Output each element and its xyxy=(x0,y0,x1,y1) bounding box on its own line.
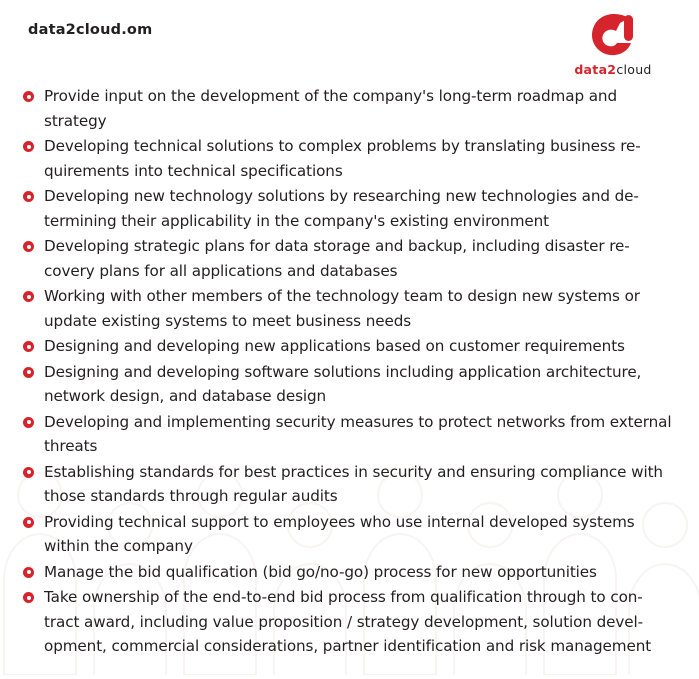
bullet-icon xyxy=(23,91,34,102)
bullet-icon xyxy=(23,467,34,478)
list-item-text: Working with other members of the technology team to design new systems or update existing systems to meet business needs xyxy=(44,287,640,330)
brand-logo xyxy=(553,10,673,77)
list-item-text: Designing and developing software solutions including application architecture, network design, and database design xyxy=(44,362,642,405)
list-item-text: Provide input on the development of the company's long-term roadmap and strategy xyxy=(44,87,617,130)
list-item-text: Developing and implementing security measures to protect networks from external threats xyxy=(44,412,672,455)
list-item xyxy=(22,585,677,659)
bullet-icon xyxy=(23,517,34,528)
bullet-icon xyxy=(23,141,34,152)
data2cloud-c-logo-icon xyxy=(553,10,673,60)
list-item-text: Developing technical solutions to complex problems by translating business re-quirements into technical specifications xyxy=(44,137,641,180)
list-item xyxy=(22,460,677,509)
list-item xyxy=(22,360,677,409)
list-item xyxy=(22,84,677,133)
bullet-icon xyxy=(23,241,34,252)
bullet-icon xyxy=(23,567,34,578)
list-item-text: Establishing standards for best practices in security and ensuring compliance with those standards through regular audits xyxy=(44,462,663,505)
bullet-icon xyxy=(23,291,34,302)
list-item xyxy=(22,560,677,585)
list-item xyxy=(22,234,677,283)
list-item xyxy=(22,410,677,459)
list-item-text: Take ownership of the end-to-end bid process from qualification through to con-tract award, including value proposition / strategy development, solution devel-opment, commercial considerations, partner identification and risk management xyxy=(44,588,652,655)
site-name: data2cloud.om xyxy=(28,22,153,38)
bullet-icon xyxy=(23,592,34,603)
bullet-icon xyxy=(23,367,34,378)
list-item xyxy=(22,510,677,559)
document-header xyxy=(0,0,699,84)
logo-word-suffix: cloud xyxy=(616,62,652,77)
list-item-text: Developing strategic plans for data storage and backup, including disaster re-covery plans for all applications and databases xyxy=(44,237,630,280)
list-item-text: Designing and developing new applications based on customer requirements xyxy=(44,337,625,355)
list-item-text: Manage the bid qualification (bid go/no-go) process for new opportunities xyxy=(44,562,597,581)
list-item xyxy=(22,184,677,233)
list-item xyxy=(22,334,677,359)
bullet-icon xyxy=(23,341,34,352)
bullet-icon xyxy=(23,191,34,202)
logo-word-prefix: data2 xyxy=(574,62,617,77)
list-item-text: Providing technical support to employees who use internal developed systems within the company xyxy=(44,512,635,555)
responsibilities-list xyxy=(0,84,699,659)
bullet-icon xyxy=(23,417,34,428)
logo-wordmark xyxy=(553,62,673,77)
list-item xyxy=(22,284,677,333)
list-item xyxy=(22,134,677,183)
list-item-text: Developing new technology solutions by researching new technologies and de-termining their applicability in the company's existing environment xyxy=(44,187,639,230)
